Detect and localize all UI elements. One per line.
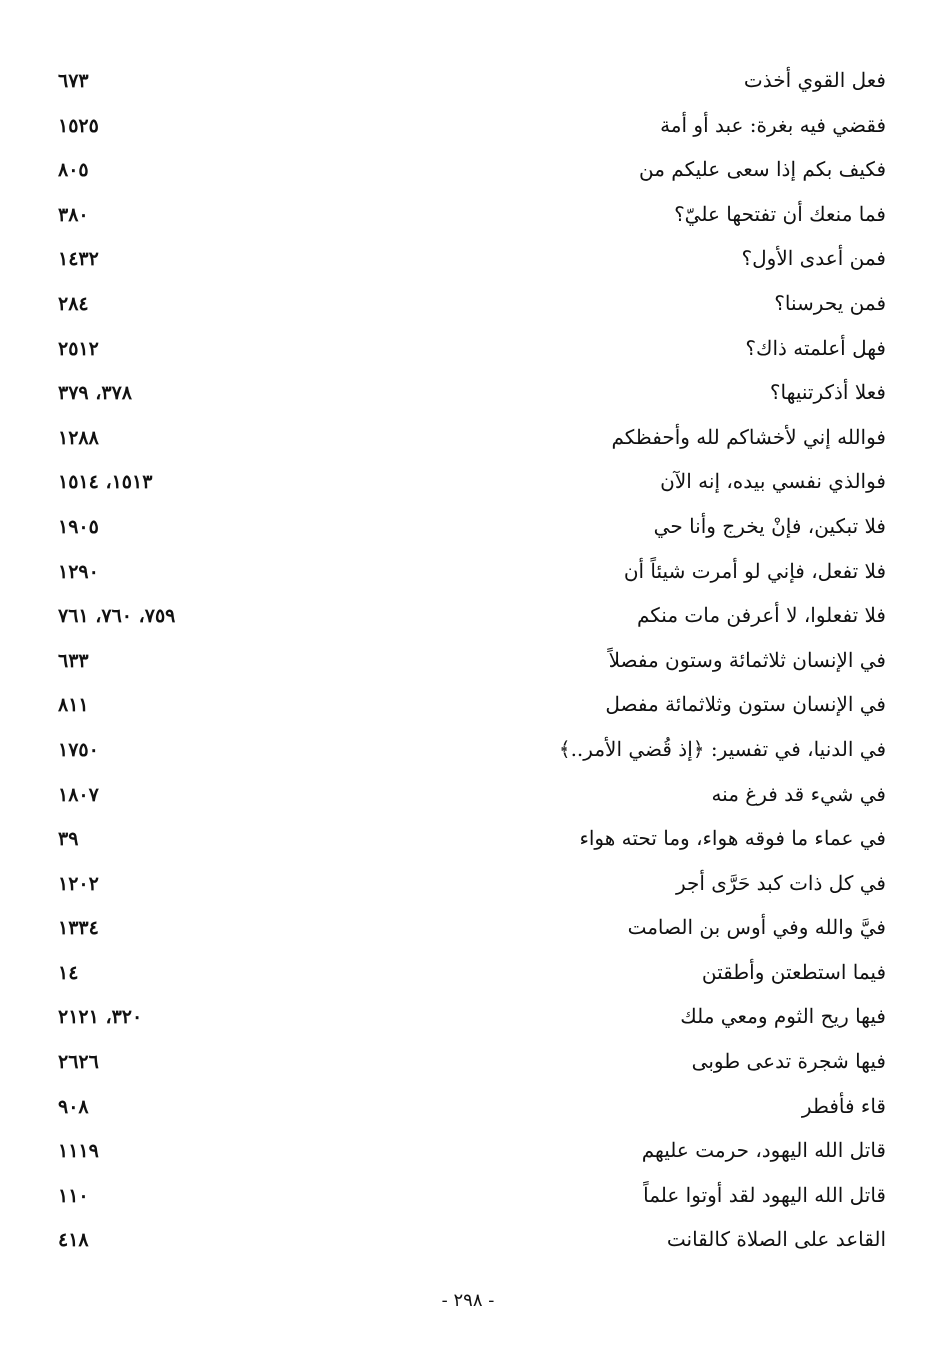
entry-text: فيَّ والله وفي أوس بن الصامت (627, 915, 886, 940)
entry-text: في شيء قد فرغ منه (711, 781, 886, 806)
entry-text: في الإنسان ستون وثلاثمائة مفصل (605, 692, 886, 717)
entry-text: فعل القوي أخذت (743, 68, 886, 92)
entry-text: فيها ريح الثوم ومعي ملك (680, 1004, 886, 1029)
entry-text: قاتل الله اليهود لقد أوتوا علماً (643, 1182, 886, 1207)
entry-refs: ٣٢٠، ٢١٢١ (58, 1006, 143, 1029)
entry-text: في عماء ما فوقه هواء، وما تحته هواء (579, 826, 886, 851)
entry-refs: ١٣٣٤ (58, 917, 99, 940)
entry-refs: ١٧٥٠ (58, 738, 99, 761)
index-entry (58, 285, 886, 330)
index-entry (58, 553, 886, 598)
entry-text: فيما استطعتن وأطقتن (701, 959, 886, 984)
entry-refs: ٨٠٥ (58, 159, 89, 182)
entry-refs: ٦٣٣ (58, 649, 89, 672)
entry-refs: ٩٠٨ (58, 1095, 89, 1118)
index-entry (58, 196, 886, 241)
index-entry (58, 1177, 886, 1222)
entry-refs: ٦٧٣ (58, 70, 89, 92)
entry-text: القاعد على الصلاة كالقانت (666, 1227, 886, 1252)
entry-text: فقضي فيه بغرة: عبد أو أمة (660, 112, 886, 137)
entry-refs: ٣٩ (58, 828, 79, 851)
index-entry (58, 776, 886, 821)
index-entry (58, 463, 886, 508)
entry-refs: ١٥١٣، ١٥١٤ (58, 471, 153, 494)
index-entry (58, 330, 886, 375)
entry-text: فعلا أذكرتنيها؟ (769, 380, 886, 405)
entry-text: فوالله إني لأخشاكم لله وأحفظكم (611, 424, 886, 449)
entry-refs: ٢٨٤ (58, 292, 89, 315)
entry-refs: ٧٥٩، ٧٦٠، ٧٦١ (58, 605, 176, 628)
entry-text: قاء فأفطر (801, 1093, 886, 1118)
index-entry (58, 374, 886, 419)
page-number: - ٢٩٨ - (441, 1290, 495, 1311)
entry-text: فمن أعدى الأول؟ (741, 246, 886, 271)
index-entry (58, 731, 886, 776)
entry-refs: ١٢٩٠ (58, 560, 99, 583)
entry-refs: ٣٧٨، ٣٧٩ (58, 382, 132, 405)
entry-refs: ١٤٣٢ (58, 248, 99, 271)
entry-refs: ٢٦٢٦ (58, 1051, 99, 1074)
index-entry (58, 240, 886, 285)
entry-text: قاتل الله اليهود، حرمت عليهم (641, 1138, 886, 1163)
index-entry (58, 865, 886, 910)
entry-refs: ٨١١ (58, 694, 89, 717)
entry-text: فهل أعلمته ذاك؟ (745, 335, 886, 360)
entry-refs: ١٢٠٢ (58, 872, 99, 895)
index-entry (58, 1043, 886, 1088)
entry-refs: ٣٨٠ (58, 203, 89, 226)
index-entry (58, 419, 886, 464)
entry-text: في الدنيا، في تفسير: ﴿إذ قُضي الأمر..﴾ (558, 736, 886, 761)
index-entry (58, 686, 886, 731)
hadith-index-list (58, 62, 886, 1266)
entry-text: فلا تفعلوا، لا أعرفن مات منكم (636, 603, 886, 628)
index-entry (58, 1221, 886, 1266)
index-entry (58, 62, 886, 107)
index-entry (58, 1088, 886, 1133)
entry-refs: ١١١٩ (58, 1140, 99, 1163)
index-entry (58, 151, 886, 196)
index-entry (58, 107, 886, 152)
entry-text: فوالذي نفسي بيده، إنه الآن (660, 469, 886, 494)
index-entry (58, 954, 886, 999)
entry-text: فلا تفعل، فإني لو أمرت شيئاً أن (623, 558, 886, 583)
index-entry (58, 998, 886, 1043)
entry-text: فمن يحرسنا؟ (774, 290, 886, 315)
entry-refs: ١٤ (58, 961, 79, 984)
entry-text: فيها شجرة تدعى طوبى (691, 1049, 886, 1074)
entry-text: في الإنسان ثلاثمائة وستون مفصلاً (608, 647, 886, 672)
entry-refs: ١٢٨٨ (58, 426, 99, 449)
entry-text: في كل ذات كبد حَرَّى أجر (675, 870, 886, 895)
index-entry (58, 642, 886, 687)
entry-refs: ٢٥١٢ (58, 337, 99, 360)
entry-refs: ٤١٨ (58, 1229, 89, 1252)
entry-text: فلا تبكين، فإنْ يخرج وأنا حي (653, 513, 886, 538)
index-entry (58, 508, 886, 553)
index-entry (58, 909, 886, 954)
entry-refs: ١٩٠٥ (58, 515, 99, 538)
index-entry (58, 1132, 886, 1177)
entry-text: فكيف بكم إذا سعى عليكم من (638, 157, 886, 182)
entry-refs: ١٨٠٧ (58, 783, 99, 806)
entry-text: فما منعك أن تفتحها عليّ؟ (674, 201, 886, 226)
entry-refs: ١١٠ (58, 1184, 89, 1207)
entry-refs: ١٥٢٥ (58, 114, 99, 137)
index-entry (58, 597, 886, 642)
index-entry (58, 820, 886, 865)
